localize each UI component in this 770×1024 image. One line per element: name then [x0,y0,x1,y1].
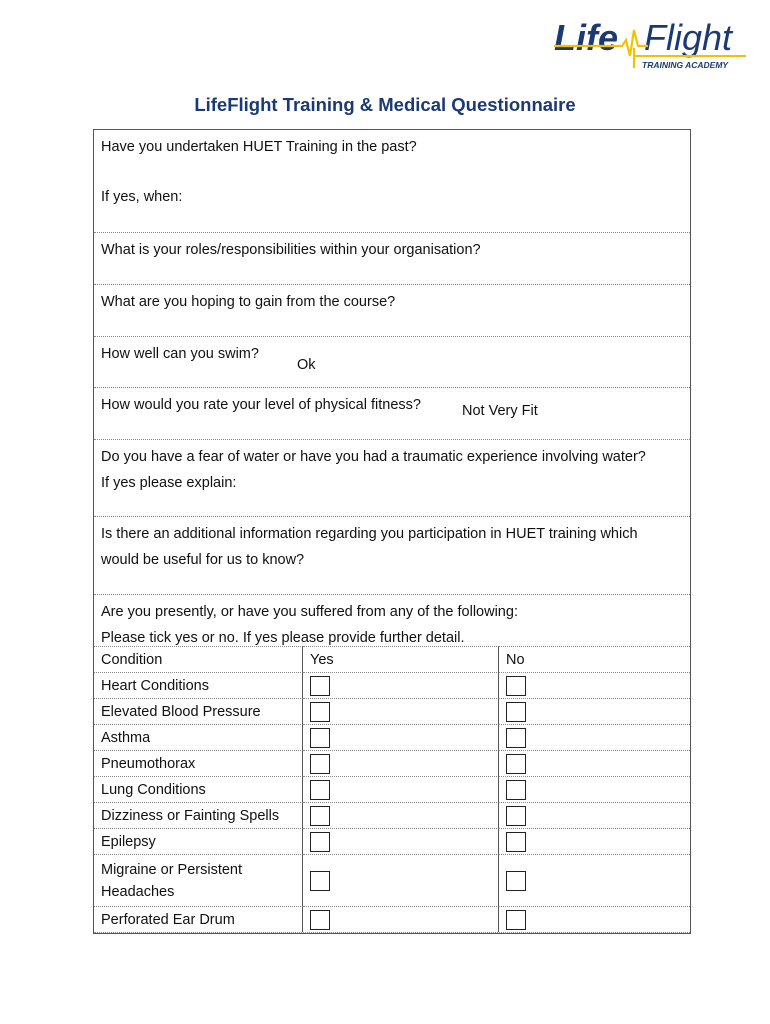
logo-life-text: Life [554,17,619,58]
dizziness-yes-checkbox-cell [303,802,499,828]
epilepsy-yes-checkbox[interactable] [310,832,330,852]
huet-question: Have you undertaken HUET Training in the past? [101,139,417,155]
swim-answer[interactable]: Ok [297,357,316,373]
heart-yes-checkbox[interactable] [310,676,330,696]
roles-question: What is your roles/responsibilities within your organisation? [101,242,481,258]
pneumothorax-no-checkbox[interactable] [506,754,526,774]
dizziness-no-checkbox[interactable] [506,806,526,826]
conditions-intro: Are you presently, or have you suffered from any of the following: [101,604,518,620]
condition-label: Lung Conditions [94,776,303,802]
header-yes: Yes [303,646,499,672]
epilepsy-yes-checkbox-cell [303,828,499,854]
fitness-answer[interactable]: Not Very Fit [462,403,538,419]
additional-info-question-cont: would be useful for us to know? [101,551,305,568]
condition-label: Heart Conditions [94,672,303,698]
page-title: LifeFlight Training & Medical Questionnaire [194,94,576,115]
condition-label: Migraine or Persistent [101,861,243,878]
huet-when-label: If yes, when: [101,188,183,205]
logo-flight-text: Flight [644,17,733,58]
additional-info-question: Is there an additional information regarding you participation in HUET training which [101,526,638,542]
fear-question-row[interactable] [94,440,690,517]
condition-label-cont: Headaches [101,883,175,900]
migraine-yes-checkbox[interactable] [310,871,330,891]
bp-yes-checkbox[interactable] [310,702,330,722]
fitness-question: How would you rate your level of physical fitness? [101,397,421,413]
eardrum-no-checkbox[interactable] [506,910,526,930]
pneumothorax-no-checkbox-cell [499,750,690,776]
pneumothorax-yes-checkbox[interactable] [310,754,330,774]
eardrum-no-checkbox-cell [499,906,690,932]
eardrum-yes-checkbox-cell [303,906,499,932]
header-condition: Condition [94,646,303,672]
asthma-no-checkbox[interactable] [506,728,526,748]
condition-label: Elevated Blood Pressure [94,698,303,724]
condition-label: Epilepsy [94,828,303,854]
eardrum-yes-checkbox[interactable] [310,910,330,930]
lung-yes-checkbox[interactable] [310,780,330,800]
questionnaire-form [93,129,691,934]
condition-label: Perforated Ear Drum [94,906,303,932]
lifeflight-logo [552,10,752,74]
additional-info-row[interactable] [94,517,690,595]
bp-no-checkbox[interactable] [506,702,526,722]
migraine-yes-checkbox-cell [303,854,499,906]
condition-label: Asthma [94,724,303,750]
swim-question-row[interactable] [94,337,690,388]
lung-yes-checkbox-cell [303,776,499,802]
lung-no-checkbox-cell [499,776,690,802]
condition-label: Pneumothorax [94,750,303,776]
gain-question-row[interactable] [94,285,690,337]
dizziness-yes-checkbox[interactable] [310,806,330,826]
conditions-intro-row [94,595,690,646]
heart-no-checkbox[interactable] [506,676,526,696]
condition-label-two-line [94,854,303,906]
pneumothorax-yes-checkbox-cell [303,750,499,776]
bp-yes-checkbox-cell [303,698,499,724]
fear-question: Do you have a fear of water or have you had a traumatic experience involving water? [101,449,646,465]
asthma-yes-checkbox-cell [303,724,499,750]
gain-question: What are you hoping to gain from the course? [101,294,396,310]
heart-yes-checkbox-cell [303,672,499,698]
bp-no-checkbox-cell [499,698,690,724]
epilepsy-no-checkbox-cell [499,828,690,854]
conditions-table [94,646,690,933]
epilepsy-no-checkbox[interactable] [506,832,526,852]
fear-explain-label: If yes please explain: [101,474,237,491]
header-no: No [499,646,690,672]
dizziness-no-checkbox-cell [499,802,690,828]
condition-label: Dizziness or Fainting Spells [94,802,303,828]
asthma-yes-checkbox[interactable] [310,728,330,748]
lung-no-checkbox[interactable] [506,780,526,800]
asthma-no-checkbox-cell [499,724,690,750]
logo-subtitle: TRAINING ACADEMY [642,60,729,70]
fitness-question-row[interactable] [94,388,690,440]
roles-question-row[interactable] [94,233,690,285]
conditions-instructions: Please tick yes or no. If yes please provide further detail. [101,629,465,646]
migraine-no-checkbox-cell [499,854,690,906]
heart-no-checkbox-cell [499,672,690,698]
migraine-no-checkbox[interactable] [506,871,526,891]
swim-question: How well can you swim? [101,346,259,362]
huet-question-row[interactable] [94,130,690,233]
